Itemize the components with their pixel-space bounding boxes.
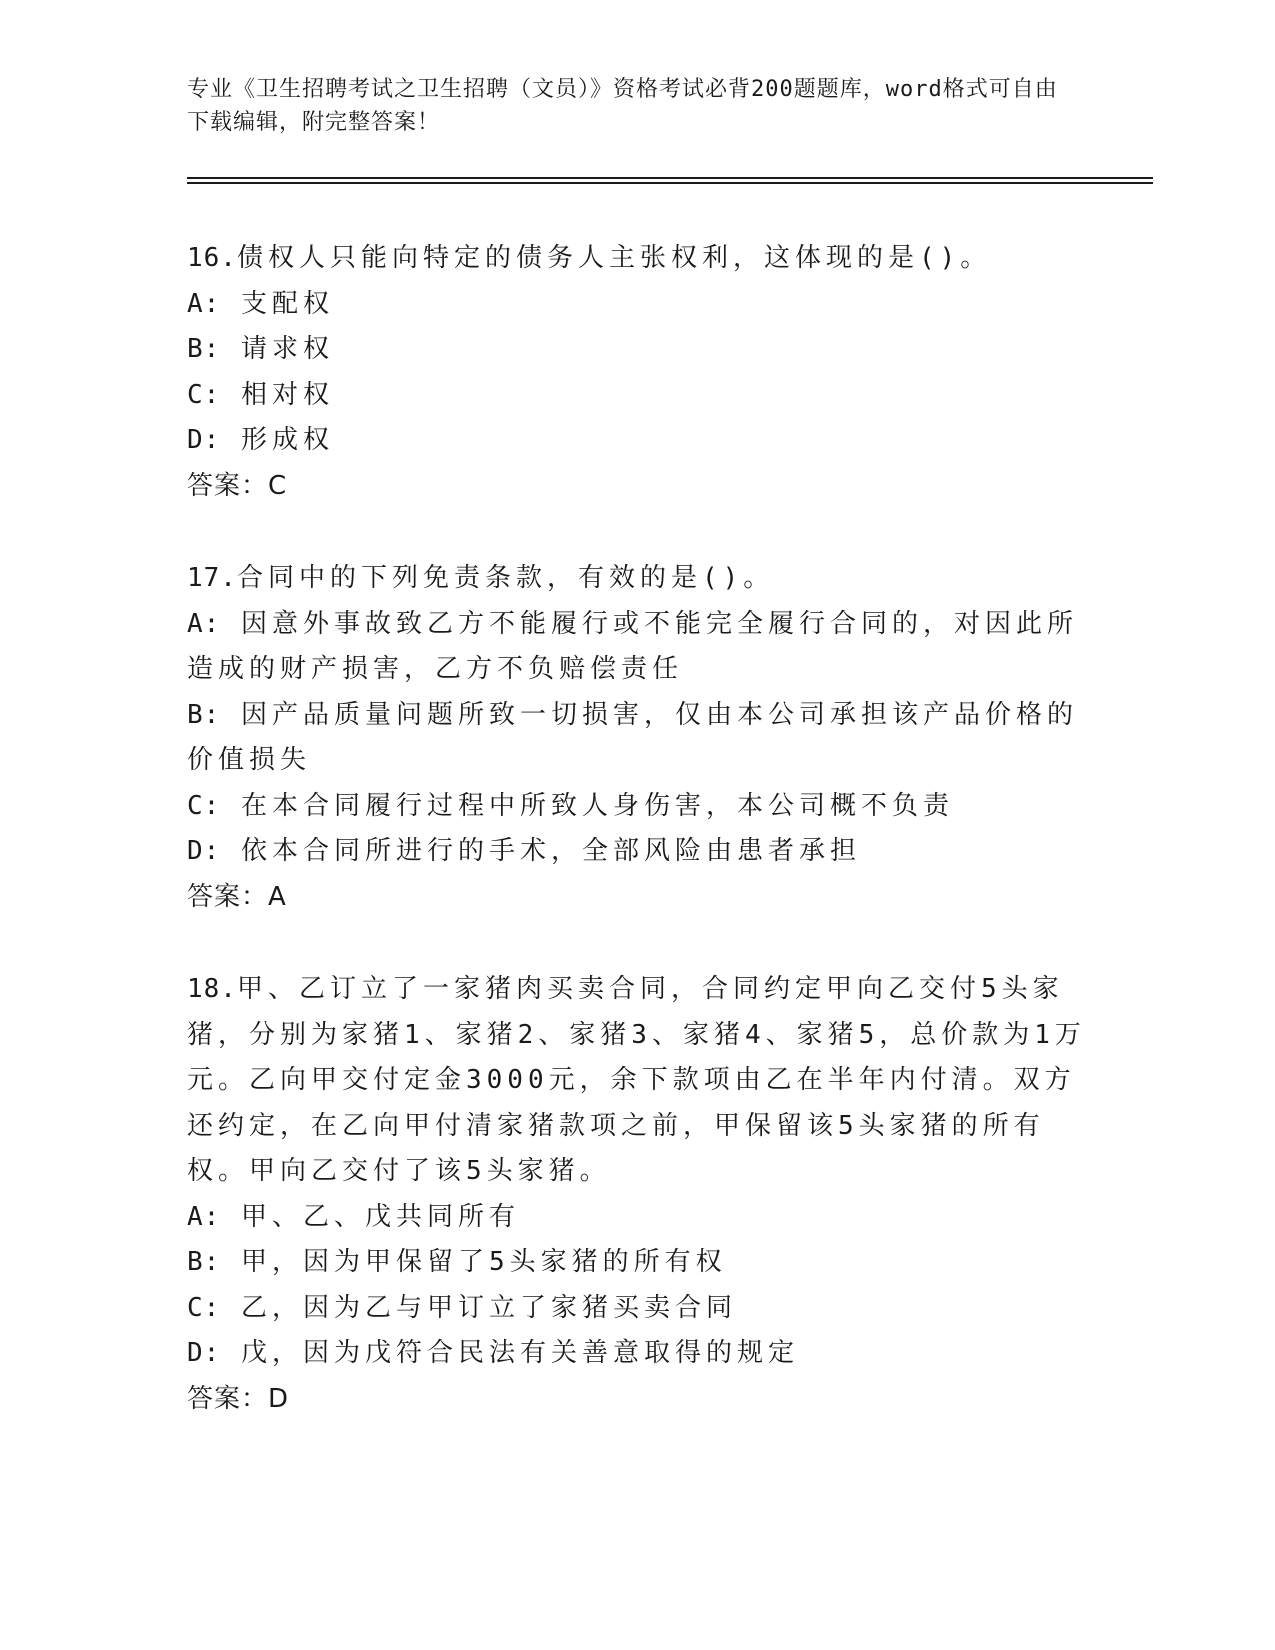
option-text: 因产品质量问题所致一切损害，仅由本公司承担该产品价格的价值损失 <box>187 699 1078 775</box>
question-17 <box>187 556 1087 920</box>
question-text <box>187 236 1087 282</box>
option-letter: B: <box>187 699 221 730</box>
answer-line: 答案：D <box>187 1383 290 1414</box>
option-d <box>187 418 1087 464</box>
option-a <box>187 282 1087 328</box>
option-a <box>187 1195 1087 1241</box>
option-letter: D: <box>187 1338 221 1368</box>
question-stem: 合同中的下列免责条款，有效的是()。 <box>236 563 775 593</box>
option-text: 依本合同所进行的手术，全部风险由患者承担 <box>240 836 861 866</box>
option-a <box>187 602 1087 693</box>
header-rule-bottom <box>187 182 1153 184</box>
option-c <box>187 1286 1087 1332</box>
answer-line: 答案：C <box>187 470 288 501</box>
option-letter: A: <box>187 608 221 639</box>
question-18 <box>187 967 1087 1422</box>
option-letter: D: <box>187 836 221 866</box>
option-text: 支配权 <box>240 288 334 319</box>
answer-line: 答案：A <box>187 881 287 912</box>
option-text: 相对权 <box>240 379 334 410</box>
question-number: 17. <box>187 563 237 593</box>
option-text: 因意外事故致乙方不能履行或不能完全履行合同的，对因此所造成的财产损害，乙方不负赔偿责任 <box>187 608 1078 684</box>
option-text: 甲、乙、戊共同所有 <box>240 1201 520 1232</box>
option-text: 乙，因为乙与甲订立了家猪买卖合同 <box>240 1292 737 1323</box>
option-text: 甲，因为甲保留了5头家猪的所有权 <box>240 1247 727 1277</box>
question-number: 18. <box>187 974 237 1004</box>
option-letter: A: <box>187 1201 221 1232</box>
header-rule-top <box>187 177 1153 179</box>
option-text: 形成权 <box>240 425 334 455</box>
option-letter: C: <box>187 790 221 821</box>
option-d <box>187 1331 1087 1377</box>
question-text <box>187 556 1087 602</box>
option-letter: B: <box>187 334 221 364</box>
option-b <box>187 693 1087 784</box>
option-c <box>187 373 1087 419</box>
question-stem: 债权人只能向特定的债务人主张权利，这体现的是()。 <box>236 243 992 273</box>
option-letter: B: <box>187 1247 221 1277</box>
option-b <box>187 327 1087 373</box>
question-stem: 甲、乙订立了一家猪肉买卖合同，合同约定甲向乙交付5头家猪，分别为家猪1、家猪2、家猪3、家猪4、家猪5，总价款为1万元。乙向甲交付定金3000元，余下款项由乙在半年内付清。双方还约定，在乙向甲付清家猪款项之前，甲保留该5头家猪的所有权。甲向乙交付了该5头家猪。 <box>187 974 1086 1186</box>
question-number: 16. <box>187 243 237 273</box>
question-list <box>187 236 1087 1469</box>
document-header: 专业《卫生招聘考试之卫生招聘（文员）》资格考试必背200题题库，word格式可自由下载编辑，附完整答案！ <box>187 77 1058 135</box>
option-b <box>187 1240 1087 1286</box>
question-text <box>187 967 1087 1195</box>
question-16 <box>187 236 1087 509</box>
option-letter: C: <box>187 379 221 410</box>
option-d <box>187 829 1087 875</box>
option-letter: A: <box>187 288 221 319</box>
option-text: 请求权 <box>240 334 334 364</box>
option-text: 在本合同履行过程中所致人身伤害，本公司概不负责 <box>240 790 954 821</box>
option-letter: D: <box>187 425 221 455</box>
option-text: 戊，因为戊符合民法有关善意取得的规定 <box>240 1338 799 1368</box>
option-letter: C: <box>187 1292 221 1323</box>
option-c <box>187 784 1087 830</box>
